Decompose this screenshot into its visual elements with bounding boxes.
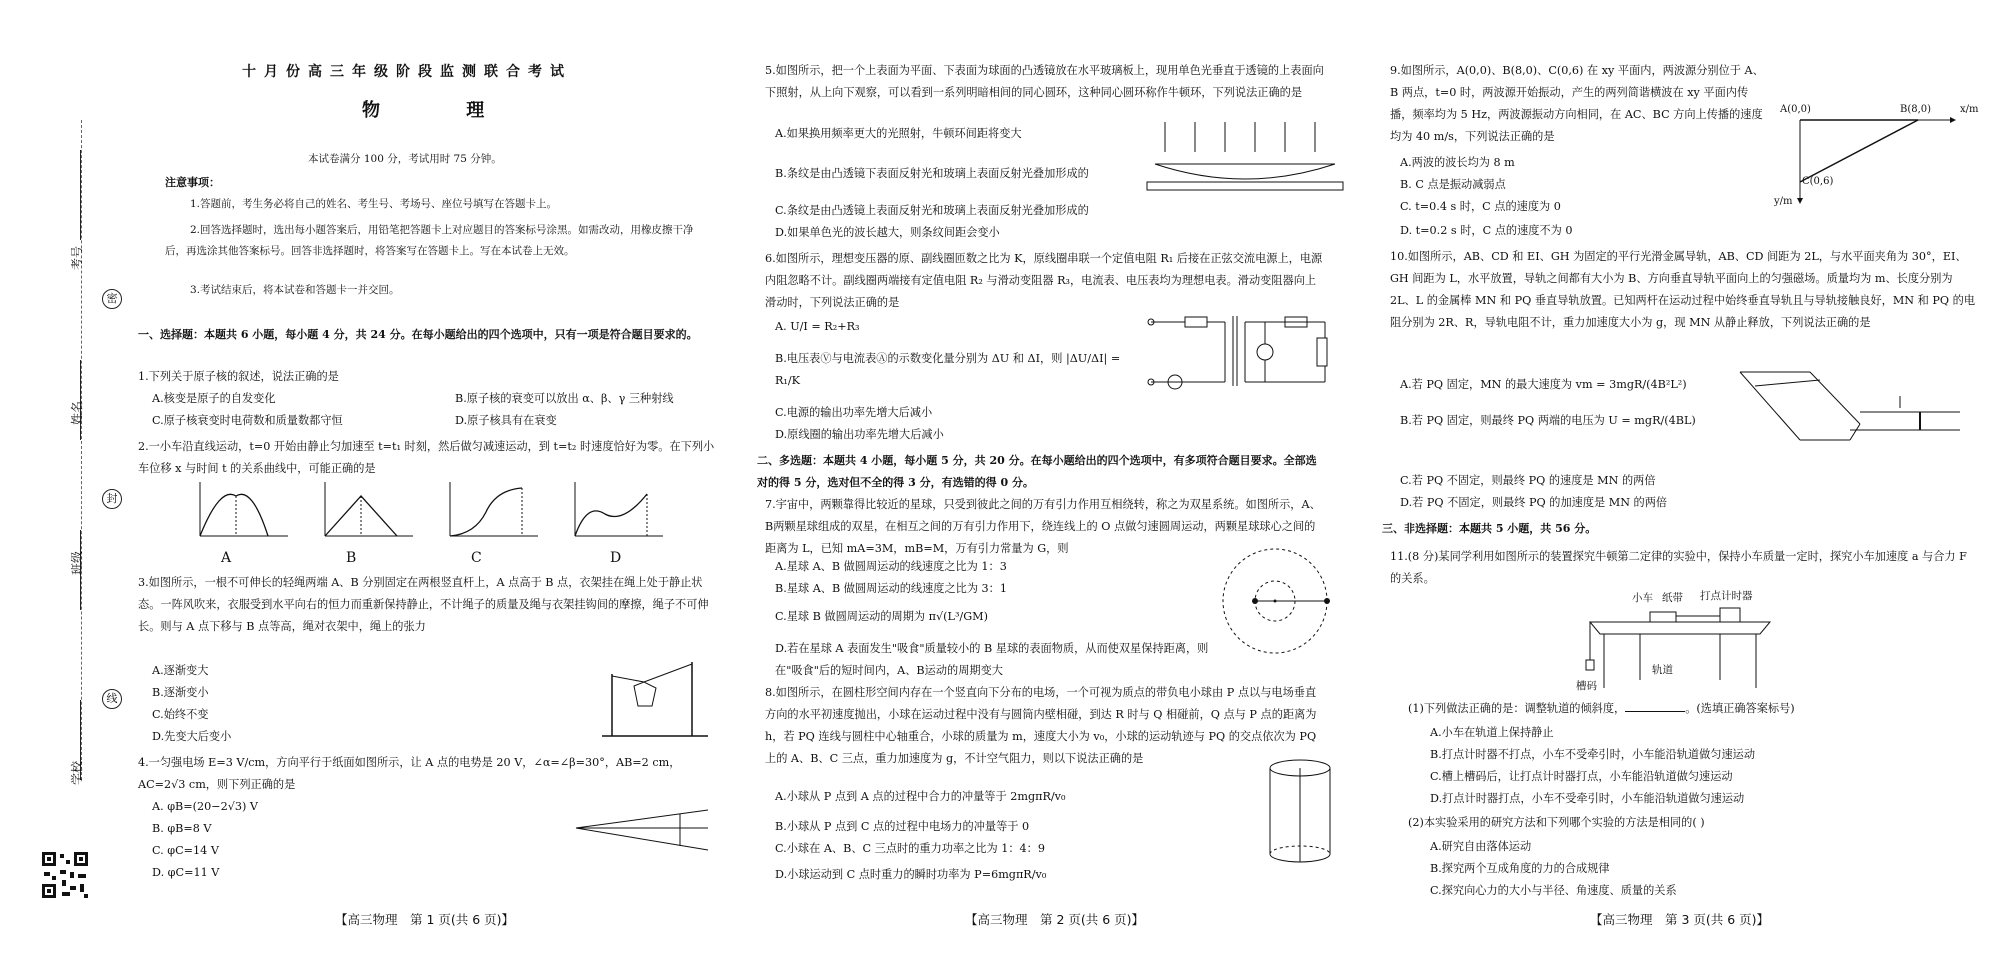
page-2 [757, 0, 1335, 964]
q4-electric-field-figure [570, 800, 710, 860]
q4-option-b: B. φB=8 V [152, 822, 212, 835]
q3-option-b: B.逐渐变小 [152, 686, 209, 699]
q7-option-d: D.若在星球 A 表面发生"吸食"质量较小的 B 星球的表面物质，从而使双星保持距离，则在"吸食"后的短时间内，A、B运动的周期变大 [775, 642, 1209, 677]
field-name: 姓名 [70, 400, 84, 425]
q10-stem: 10.如图所示，AB、CD 和 EI、GH 为固定的平行光滑金属导轨，AB、CD 间距为 2L，与水平面夹角为 30°，EI、GH 间距为 L，水平放置，导轨之间都有大小为 B、方向垂直导轨平面向上的匀强磁场。质量均为 m、长度分别为 2L、L 的金属棒 MN 和 PQ 垂直导轨放置。已知两杆在运动过程中始终垂直导轨且与导轨接触良好，MN 和 PQ 的电阻分别为 2R、R，导轨电阻不计，重力加速度大小为 g，现 MN 从静止释放，下列说法正确的是 [1390, 250, 1976, 329]
q10-rails-figure [1720, 366, 1970, 456]
q6-stem: 6.如图所示，理想变压器的原、副线圈匝数之比为 K，原线圈串联一个定值电阻 R₁ 后接在正弦交流电源上，电源内阻忽略不计。副线圈两端接有定值电阻 R₂ 与滑动变阻器 R₃，电流表、电压表均为理想电表。滑动变阻器向上滑动时，下列说法正确的是 [765, 252, 1323, 309]
q11-label-track: 轨道 [1652, 664, 1673, 676]
q7-binary-star-figure [1220, 546, 1330, 656]
q7-option-b: B.星球 A、B 做圆周运动的线速度之比为 3：1 [775, 582, 1007, 595]
q2-stem: 2.一小车沿直线运动，t=0 开始由静止匀加速至 t=t₁ 时刻，然后做匀减速运动，到 t=t₂ 时速度恰好为零。在下列小车位移 x 与时间 t 的关系曲线中，可能正确的是 [138, 440, 715, 475]
q8-option-d: D.小球运动到 C 点时重力的瞬时功率为 P=6mgπR/v₀ [775, 868, 1047, 881]
field-school: 学校 [70, 760, 84, 785]
subject-title: 物 理 [362, 100, 525, 121]
page-1 [130, 0, 750, 964]
q2-graph-b [315, 478, 415, 548]
q9-stem: 9.如图所示，A(0,0)、B(8,0)、C(0,6) 在 xy 平面内，两波源分别位于 A、B 两点，t=0 时，两波源开始振动，产生的两列简谐横波在 xy 平面内传播，频率均为 5 Hz，两波源振动方向相同，在 AC、BC 方向上传播的速度均为 40 m/s，下列说法正确的是 [1390, 64, 1764, 143]
q2-label-a: A [221, 550, 232, 566]
q7-stem: 7.宇宙中，两颗靠得比较近的星球，只受到彼此之间的万有引力作用互相绕转，称之为双星系统。如图所示，A、B两颗星球组成的双星，在相互之间的万有引力作用下，绕连线上的 O 点做匀速圆周运动，两颗星球球心之间的距离为 L，已知 mA=3M，mB=M，万有引力常量为 G，则 [765, 498, 1321, 555]
note-1: 1.答题前，考生务必将自己的姓名、考生号、考场号、座位号填写在答题卡上。 [190, 198, 558, 210]
q8-option-c: C.小球在 A、B、C 三点时的重力功率之比为 1：4：9 [775, 842, 1045, 855]
q5-option-d: D.如果单色光的波长越大，则条纹间距会变小 [775, 226, 1000, 239]
q5-newton-rings-figure [1145, 120, 1345, 200]
q9-option-d: D. t=0.2 s 时，C 点的速度不为 0 [1400, 224, 1573, 237]
field-exam-number: 考号 [70, 245, 84, 270]
footer-page-2: 【高三物理 第 2 页(共 6 页)】 [965, 912, 1145, 927]
q10-option-c: C.若 PQ 不固定，则最终 PQ 的速度是 MN 的两倍 [1400, 474, 1656, 487]
q1-stem: 1.下列关于原子核的叙述，说法正确的是 [138, 370, 339, 383]
q2-label-d: D [610, 550, 622, 566]
page-3 [1382, 0, 1990, 964]
section-1-heading: 一、选择题：本题共 6 小题，每小题 4 分，共 24 分。在每小题给出的四个选项中，只有一项是符合题目要求的。 [138, 328, 698, 341]
q5-stem: 5.如图所示，把一个上表面为平面、下表面为球面的凸透镜放在水平玻璃板上，现用单色光垂直于透镜的上表面向下照射，从上向下观察，可以看到一系列明暗相间的同心圆环，这种同心圆环称作牛顿环，下列说法正确的是 [765, 64, 1324, 99]
q1-option-b: B.原子核的衰变可以放出 α、β、γ 三种射线 [455, 392, 674, 405]
q11-sub1-blank[interactable] [1625, 711, 1685, 712]
q11-sub1-tail: 。(选填正确答案标号) [1685, 702, 1795, 715]
q11-label-timer: 打点计时器 [1700, 590, 1753, 602]
q4-stem: 4.一匀强电场 E=3 V/cm，方向平行于纸面如图所示，让 A 点的电势是 20 V，∠α=∠β=30°，AB=2 cm，AC=2√3 cm，则下列正确的是 [138, 756, 681, 791]
q9-label-b: B(8,0) [1900, 104, 1932, 115]
q11-sub2-stem: (2)本实验采用的研究方法和下列哪个实验的方法是相同的( ) [1408, 816, 1705, 829]
q6-transformer-circuit-figure [1145, 306, 1335, 396]
q1-option-c: C.原子核衰变时电荷数和质量数都守恒 [152, 414, 343, 427]
section-2-heading: 二、多选题：本题共 4 小题，每小题 5 分，共 20 分。在每小题给出的四个选项中，有多项符合题目要求。全部选对的得 5 分，选对但不全的得 3 分，有选错的得 0 分。 [757, 454, 1317, 489]
field-exam-number-line [80, 150, 81, 240]
q11-apparatus-figure [1580, 600, 1780, 690]
q9-option-c: C. t=0.4 s 时，C 点的速度为 0 [1400, 200, 1561, 213]
q5-option-c: C.条纹是由凸透镜上表面反射光和玻璃上表面反射光叠加形成的 [775, 204, 1089, 217]
q2-graph-d [565, 478, 665, 548]
q9-option-b: B. C 点是振动减弱点 [1400, 178, 1506, 191]
q11-sub1-stem [1408, 702, 1795, 716]
q10-option-b: B.若 PQ 固定，则最终 PQ 两端的电压为 U = mgR/(4BL) [1400, 414, 1696, 427]
q1-option-d: D.原子核具有在衰变 [455, 414, 557, 427]
q2-graph-c [440, 478, 540, 548]
q11-sub2-option-a: A.研究自由落体运动 [1430, 840, 1532, 853]
q11-sub1-option-b: B.打点计时器不打点，小车不受牵引时，小车能沿轨道做匀速运动 [1430, 748, 1756, 761]
q11-label-cart: 小车 [1632, 592, 1653, 604]
q5-option-a: A.如果换用频率更大的光照射，牛顿环间距将变大 [775, 127, 1022, 140]
q6-option-b: B.电压表Ⓥ与电流表Ⓐ的示数变化量分别为 ΔU 和 ΔI，则 |ΔU/ΔI| = R₁/K [775, 352, 1121, 387]
q2-label-c: C [471, 550, 482, 566]
q3-option-a: A.逐渐变大 [152, 664, 209, 677]
notes-title: 注意事项： [165, 176, 220, 189]
seal-char-mi: 密 [102, 289, 122, 309]
q6-option-a: A. U/I = R₂+R₃ [775, 320, 860, 333]
q3-stem: 3.如图所示，一根不可伸长的轻绳两端 A、B 分别固定在两根竖直杆上，A 点高于 B 点，衣架挂在绳上处于静止状态。一阵风吹来，衣服受到水平向右的恒力而重新保持静止，不计绳子的质量及绳与衣架挂钩间的摩擦，绳子不可伸长。则与 A 点下移与 B 点等高，绳对衣架中，绳上的张力 [138, 576, 709, 633]
binding-line [81, 120, 83, 780]
exam-title: 十月份高三年级阶段监测联合考试 [242, 64, 572, 80]
q3-clothes-hanger-figure [600, 660, 710, 740]
q8-option-b: B.小球从 P 点到 C 点的过程中电场力的冲量等于 0 [775, 820, 1030, 833]
q9-coordinate-figure [1790, 112, 1960, 202]
seal-char-xian: 线 [102, 689, 122, 709]
q6-option-d: D.原线圈的输出功率先增大后减小 [775, 428, 944, 441]
q8-cylinder-figure [1265, 758, 1335, 868]
exam-info: 本试卷满分 100 分，考试用时 75 分钟。 [308, 153, 502, 165]
q9-axis-y: y/m [1774, 196, 1793, 207]
q11-sub2-option-c: C.探究向心力的大小与半径、角速度、质量的关系 [1430, 884, 1677, 897]
section-3-heading: 三、非选择题：本题共 5 小题，共 56 分。 [1382, 522, 1597, 535]
q6-option-c: C.电源的输出功率先增大后减小 [775, 406, 933, 419]
q4-option-d: D. φC=11 V [152, 866, 220, 879]
q11-sub1-text: (1)下列做法正确的是：调整轨道的倾斜度， [1408, 702, 1626, 715]
q3-option-d: D.先变大后变小 [152, 730, 232, 743]
q4-option-c: C. φC=14 V [152, 844, 219, 857]
footer-page-3: 【高三物理 第 3 页(共 6 页)】 [1590, 912, 1770, 927]
field-class: 班级 [70, 550, 84, 575]
q9-axis-x: x/m [1960, 104, 1979, 115]
q9-option-a: A.两波的波长均为 8 m [1400, 156, 1515, 169]
q1-option-a: A.核变是原子的自发变化 [152, 392, 276, 405]
q7-option-c: C.星球 B 做圆周运动的周期为 π√(L³/GM) [775, 610, 988, 623]
q7-option-a: A.星球 A、B 做圆周运动的线速度之比为 1：3 [775, 560, 1007, 573]
footer-page-1: 【高三物理 第 1 页(共 6 页)】 [335, 912, 515, 927]
q3-option-c: C.始终不变 [152, 708, 209, 721]
q8-option-a: A.小球从 P 点到 A 点的过程中合力的冲量等于 2mgπR/v₀ [775, 790, 1066, 803]
q11-stem: 11.(8 分)某同学利用如图所示的装置探究牛顿第二定律的实验中，保持小车质量一定时，探究小车加速度 a 与合力 F 的关系。 [1390, 550, 1967, 585]
q10-option-a: A.若 PQ 固定，MN 的最大速度为 vm = 3mgR/(4B²L²) [1400, 378, 1687, 391]
note-3: 3.考试结束后，将本试卷和答题卡一并交回。 [190, 284, 400, 296]
note-2: 2.回答选择题时，选出每小题答案后，用铅笔把答题卡上对应题目的答案标号涂黑。如需改动，用橡皮擦干净后，再选涂其他答案标号。回答非选择题时，将答案写在答题卡上。写在本试卷上无效。 [165, 224, 694, 257]
q11-label-tape: 纸带 [1662, 592, 1683, 604]
q2-label-b: B [346, 550, 357, 566]
q11-sub1-option-a: A.小车在轨道上保持静止 [1430, 726, 1554, 739]
q5-option-b: B.条纹是由凸透镜下表面反射光和玻璃上表面反射光叠加形成的 [775, 167, 1089, 180]
q4-option-a: A. φB=(20−2√3) V [152, 800, 258, 813]
q11-sub1-option-d: D.打点计时器打点，小车不受牵引时，小车能沿轨道做匀速运动 [1430, 792, 1745, 805]
q11-sub1-option-c: C.槽上槽码后，让打点计时器打点，小车能沿轨道做匀速运动 [1430, 770, 1733, 783]
q2-graph-a [190, 478, 290, 548]
q10-option-d: D.若 PQ 不固定，则最终 PQ 的加速度是 MN 的两倍 [1400, 496, 1668, 509]
q11-label-weights: 槽码 [1576, 680, 1597, 692]
seal-char-feng: 封 [102, 489, 122, 509]
q11-sub2-option-b: B.探究两个互成角度的力的合成规律 [1430, 862, 1610, 875]
qr-code-icon [40, 850, 90, 900]
q8-stem: 8.如图所示，在圆柱形空间内存在一个竖直向下分布的电场，一个可视为质点的带负电小球由 P 点以与电场垂直方向的水平初速度抛出，小球在运动过程中没有与圆筒内壁相碰，到达 R 时与 Q 相碰前，Q 点与 P 点的距离为 h，若 PQ 连线与圆柱中心轴重合，小球的质量为 m，速度大小为 v₀，小球的运动轨迹与 PQ 的交点依次为 PQ 上的 A、B、C 三点，重力加速度为 g，不计空气阻力，则以下说法正确的是 [765, 686, 1317, 765]
q9-label-a: A(0,0) [1780, 104, 1811, 115]
q9-label-c: C(0,6) [1802, 176, 1834, 187]
